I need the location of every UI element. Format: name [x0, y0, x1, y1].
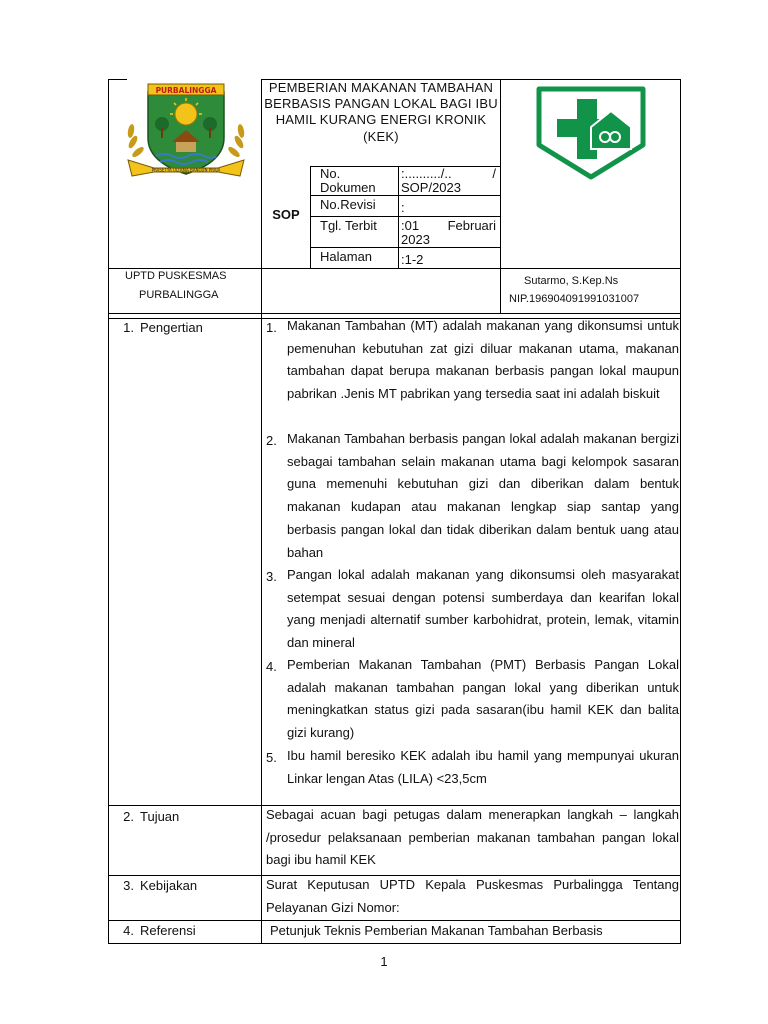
- page-number: 1: [380, 954, 388, 969]
- section-title: Tujuan: [140, 809, 180, 824]
- section-tujuan-text: Sebagai acuan bagi petugas dalam menerapkan langkah – langkah /prosedur pelaksanaan pemberian makanan tambahan pangan lokal bagi ibu hamil KEK: [266, 807, 679, 868]
- list-item-number: 4.: [266, 659, 277, 674]
- section-number: 2.: [123, 809, 134, 824]
- section-kebijakan-text: Surat Keputusan UPTD Kepala Puskesmas Purbalingga Tentang Pelayanan Gizi Nomor:: [266, 877, 679, 915]
- signer-name: Sutarmo, S.Kep.Ns: [524, 275, 619, 287]
- purbalingga-emblem-icon: [124, 80, 248, 180]
- list-item: Pangan lokal adalah makanan yang dikonsumsi oleh masyarakat setempat sesuai dengan potensi sumberdaya dan kearifan lokal yang menjadi alternatif sumber karbohidrat, protein, lemak, vitamin dan mineral: [287, 567, 679, 651]
- section-referensi-label: [112, 923, 196, 938]
- emblem-banner-text: PURBALINGGA: [155, 86, 217, 95]
- signer-nip: NIP.196904091991031007: [509, 293, 640, 305]
- section-title: Kebijakan: [140, 878, 198, 893]
- list-item-number: 3.: [266, 569, 277, 584]
- revision-value: :: [401, 200, 405, 215]
- document-title: PEMBERIAN MAKANAN TAMBAHAN BERBASIS PANGAN LOKAL BAGI IBU HAMIL KURANG ENERGI KRONIK (KEK): [264, 80, 498, 144]
- section-tujuan-label: [112, 809, 179, 824]
- page-value: :1-2: [401, 252, 424, 267]
- doc-number-label: No. Dokumen: [320, 166, 376, 195]
- section-kebijakan-label: [112, 878, 197, 893]
- revision-label: No.Revisi: [320, 197, 376, 212]
- section-number: 4.: [123, 923, 134, 938]
- section-pengertian-label: [112, 320, 203, 335]
- date-value: :01 Februari 2023: [401, 218, 496, 247]
- puskesmas-cross-icon: [535, 85, 647, 181]
- list-item-number: 5.: [266, 750, 277, 765]
- page-label: Halaman: [320, 249, 373, 264]
- list-item-number: 2.: [266, 433, 277, 448]
- sop-label: SOP: [272, 207, 300, 222]
- list-item: Pemberian Makanan Tambahan (PMT) Berbasis Pangan Lokal adalah makanan tambahan pangan lokal yang diberikan untuk meningkatkan status gizi pada sasaran(ibu hamil KEK dan balita gizi kurang): [287, 657, 679, 741]
- section-number: 1.: [123, 320, 134, 335]
- section-referensi-text: Petunjuk Teknis Pemberian Makanan Tambahan Berbasis: [270, 923, 603, 938]
- org-name-line2: PURBALINGGA: [139, 289, 219, 301]
- date-label: Tgl. Terbit: [320, 218, 377, 233]
- org-name-line1: UPTD PUSKESMAS: [125, 270, 227, 282]
- list-item: Makanan Tambahan (MT) adalah makanan yang dikonsumsi untuk pemenuhan kebutuhan zat gizi diluar makanan utama, makanan tambahan dapat berupa makanan berbasis pangan lokal maupun pabrikan .Jenis MT pabrikan yang tersedia saat ini adalah biskuit: [287, 318, 679, 402]
- list-item-number: 1.: [266, 320, 277, 335]
- section-number: 3.: [123, 878, 134, 893]
- emblem-motto-text: PRASETYA ULTAMA BANGUN PRAJA: [151, 167, 221, 173]
- doc-number-value: :........../.. / SOP/2023: [401, 166, 496, 195]
- section-title: Pengertian: [140, 320, 203, 335]
- list-item: Ibu hamil beresiko KEK adalah ibu hamil yang mempunyai ukuran Linkar lengan Atas (LILA) <23,5cm: [287, 748, 679, 786]
- list-item: Makanan Tambahan berbasis pangan lokal adalah makanan bergizi sebagai tambahan selain makanan utama bagi kelompok sasaran guna memenuhi kebutuhan gizi dan diberikan dalam bentuk makanan kudapan atau makanan lengkap siap santap yang berbasis pangan lokal dan tidak diberikan dalam bentuk uang atau bahan: [287, 431, 679, 560]
- section-title: Referensi: [140, 923, 196, 938]
